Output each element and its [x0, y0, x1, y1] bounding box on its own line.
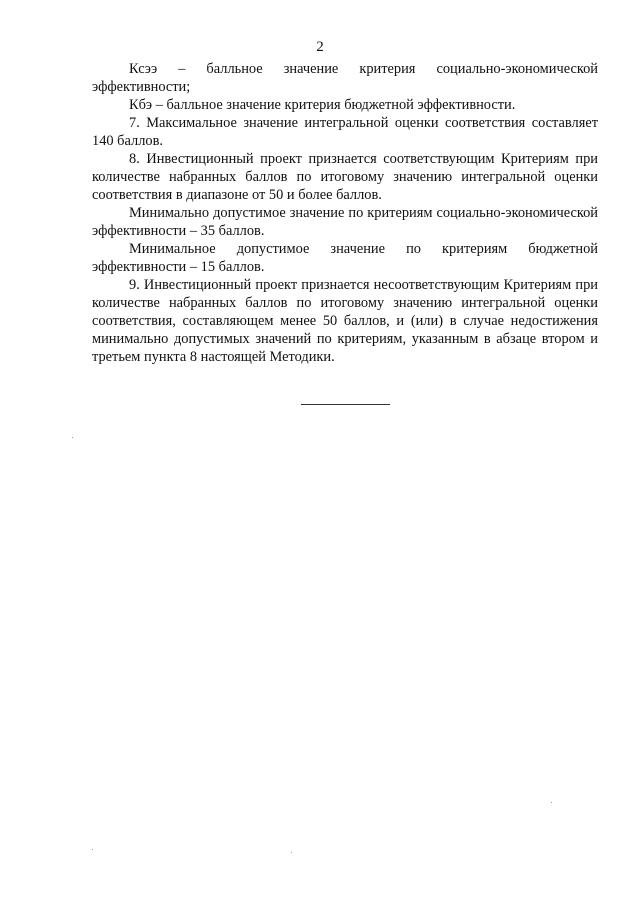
- paragraph-kcee-definition: Ксээ – балльное значение критерия социально-экономической эффективности;: [92, 61, 598, 95]
- scan-speck: [72, 437, 73, 438]
- scan-speck: [92, 849, 93, 850]
- paragraph-min-socioeconomic: Минимально допустимое значение по критериям социально-экономической эффективности – 35 баллов.: [92, 205, 598, 239]
- paragraph-kbe-definition: Кбэ – балльное значение критерия бюджетной эффективности.: [129, 97, 516, 113]
- document-body: [92, 60, 598, 366]
- scan-speck: [291, 852, 292, 853]
- paragraph-item-9: 9. Инвестиционный проект признается несоответствующим Критериям при количестве набранных баллов по итоговому значению интегральной оценки соответствия, составляющем менее 50 баллов, и (или) в случае недостижения минимально допустимых значений по критериям, указанным в абзаце втором и третьем пункта 8 настоящей Методики.: [92, 277, 598, 365]
- end-separator-line: [301, 404, 390, 405]
- paragraph-min-budget: Минимальное допустимое значение по критериям бюджетной эффективности – 15 баллов.: [92, 241, 598, 275]
- paragraph-item-7: 7. Максимальное значение интегральной оценки соответствия составляет 140 баллов.: [92, 115, 598, 149]
- page-number: 2: [316, 39, 324, 55]
- paragraph-item-8: 8. Инвестиционный проект признается соответствующим Критериям при количестве набранных баллов по итоговому значению интегральной оценки соответствия в диапазоне от 50 и более баллов.: [92, 151, 598, 203]
- scan-speck: [551, 802, 552, 803]
